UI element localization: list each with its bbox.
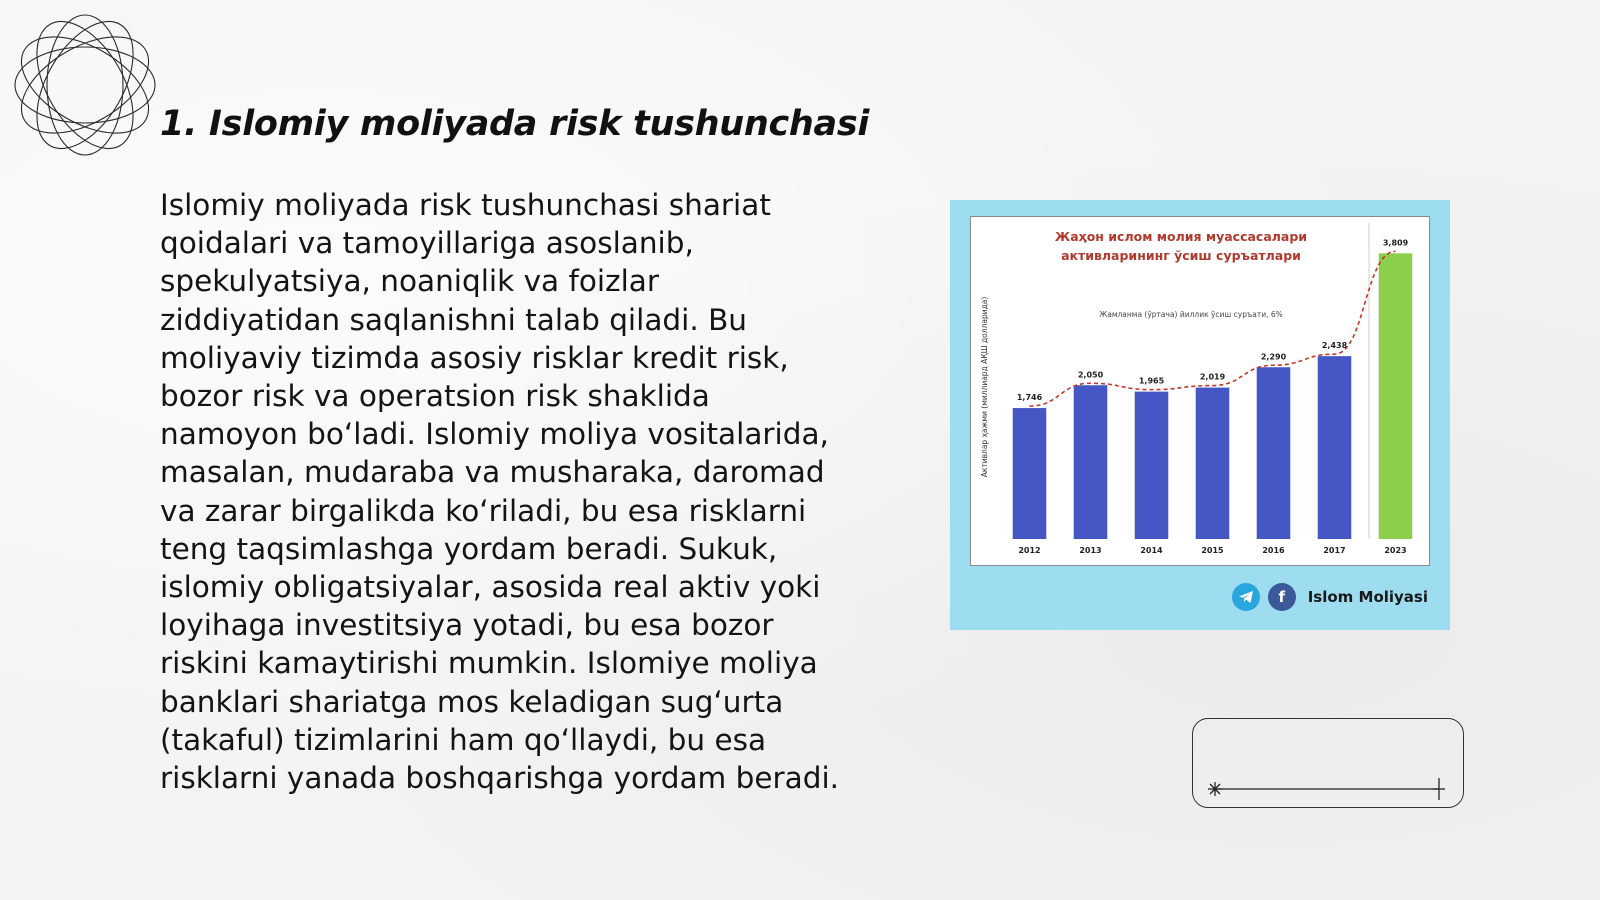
- brand-row: [1232, 582, 1428, 612]
- x-tick-label: 2023: [1384, 546, 1407, 555]
- x-tick-label: 2014: [1140, 546, 1163, 555]
- chart-panel: [970, 216, 1430, 566]
- x-tick-label: 2012: [1018, 546, 1041, 555]
- bar: [1318, 356, 1352, 539]
- x-tick-label: 2013: [1079, 546, 1102, 555]
- telegram-icon: [1232, 583, 1260, 611]
- circular-ornament: [10, 10, 160, 160]
- sparkle-icon: [1208, 782, 1222, 796]
- chart-title-line: Жаҳон ислом молия муассасалари: [1054, 229, 1308, 244]
- bar: [1257, 367, 1291, 539]
- bar-value-label: 2,050: [1077, 370, 1104, 380]
- bar-value-label: 2,290: [1260, 352, 1287, 362]
- bar-value-label: 1,965: [1138, 376, 1165, 386]
- x-tick-label: 2017: [1323, 546, 1346, 555]
- bar-value-label: 1,746: [1016, 393, 1043, 403]
- y-axis-label: Активлар ҳажми (миллиард АҚШ долларида): [980, 296, 989, 478]
- bar: [1196, 388, 1230, 539]
- bar: [1074, 385, 1108, 539]
- bar-value-label: 3,809: [1382, 238, 1409, 248]
- decorative-line-box: [1192, 718, 1464, 808]
- bar-chart: [971, 217, 1431, 567]
- trend-label: Жамланма (ўртача) йиллик ўсиш суръати, 6%: [1099, 310, 1283, 319]
- facebook-icon: f: [1268, 583, 1296, 611]
- bar-value-label: 2,019: [1199, 372, 1226, 382]
- chart-image: [950, 200, 1450, 630]
- chart-title-line: активларининг ўсиш суръатлари: [1061, 248, 1301, 263]
- slide-title: 1. Islomiy moliyada risk tushunchasi: [160, 104, 870, 144]
- x-tick-label: 2015: [1201, 546, 1224, 555]
- bar: [1379, 253, 1413, 539]
- brand-name: Islom Moliyasi: [1307, 588, 1428, 606]
- x-tick-label: 2016: [1262, 546, 1285, 555]
- cross-star-icon: [1433, 778, 1445, 800]
- body-paragraph: Islomiy moliyada risk tushunchasi shariat qoidalari va tamoyillariga asoslanib, spekulyatsiya, noaniqlik va foizlar ziddiyatidan saqlanishni talab qiladi. Bu moliyaviy tizimda asosiy risklar kredit risk, bozor risk va operatsion risk shaklida namoyon bo‘ladi. Islomiy moliya vositalarida, masalan, mudaraba va musharaka, daromad va zarar birgalikda ko‘riladi, bu esa risklarni teng taqsimlashga yordam beradi. Sukuk, islomiy obligatsiyalar, asosida real aktiv yoki loyihaga investitsiya yotadi, bu esa bozor riskini kamaytirishi mumkin. Islomiye moliya banklari shariatga mos keladigan sug‘urta (takaful) tizimlarini ham qo‘llaydi, bu esa risklarni yanada boshqarishga yordam beradi.: [160, 188, 840, 796]
- bar-value-label: 2,438: [1321, 341, 1348, 351]
- bar: [1013, 408, 1047, 539]
- bar: [1135, 392, 1169, 539]
